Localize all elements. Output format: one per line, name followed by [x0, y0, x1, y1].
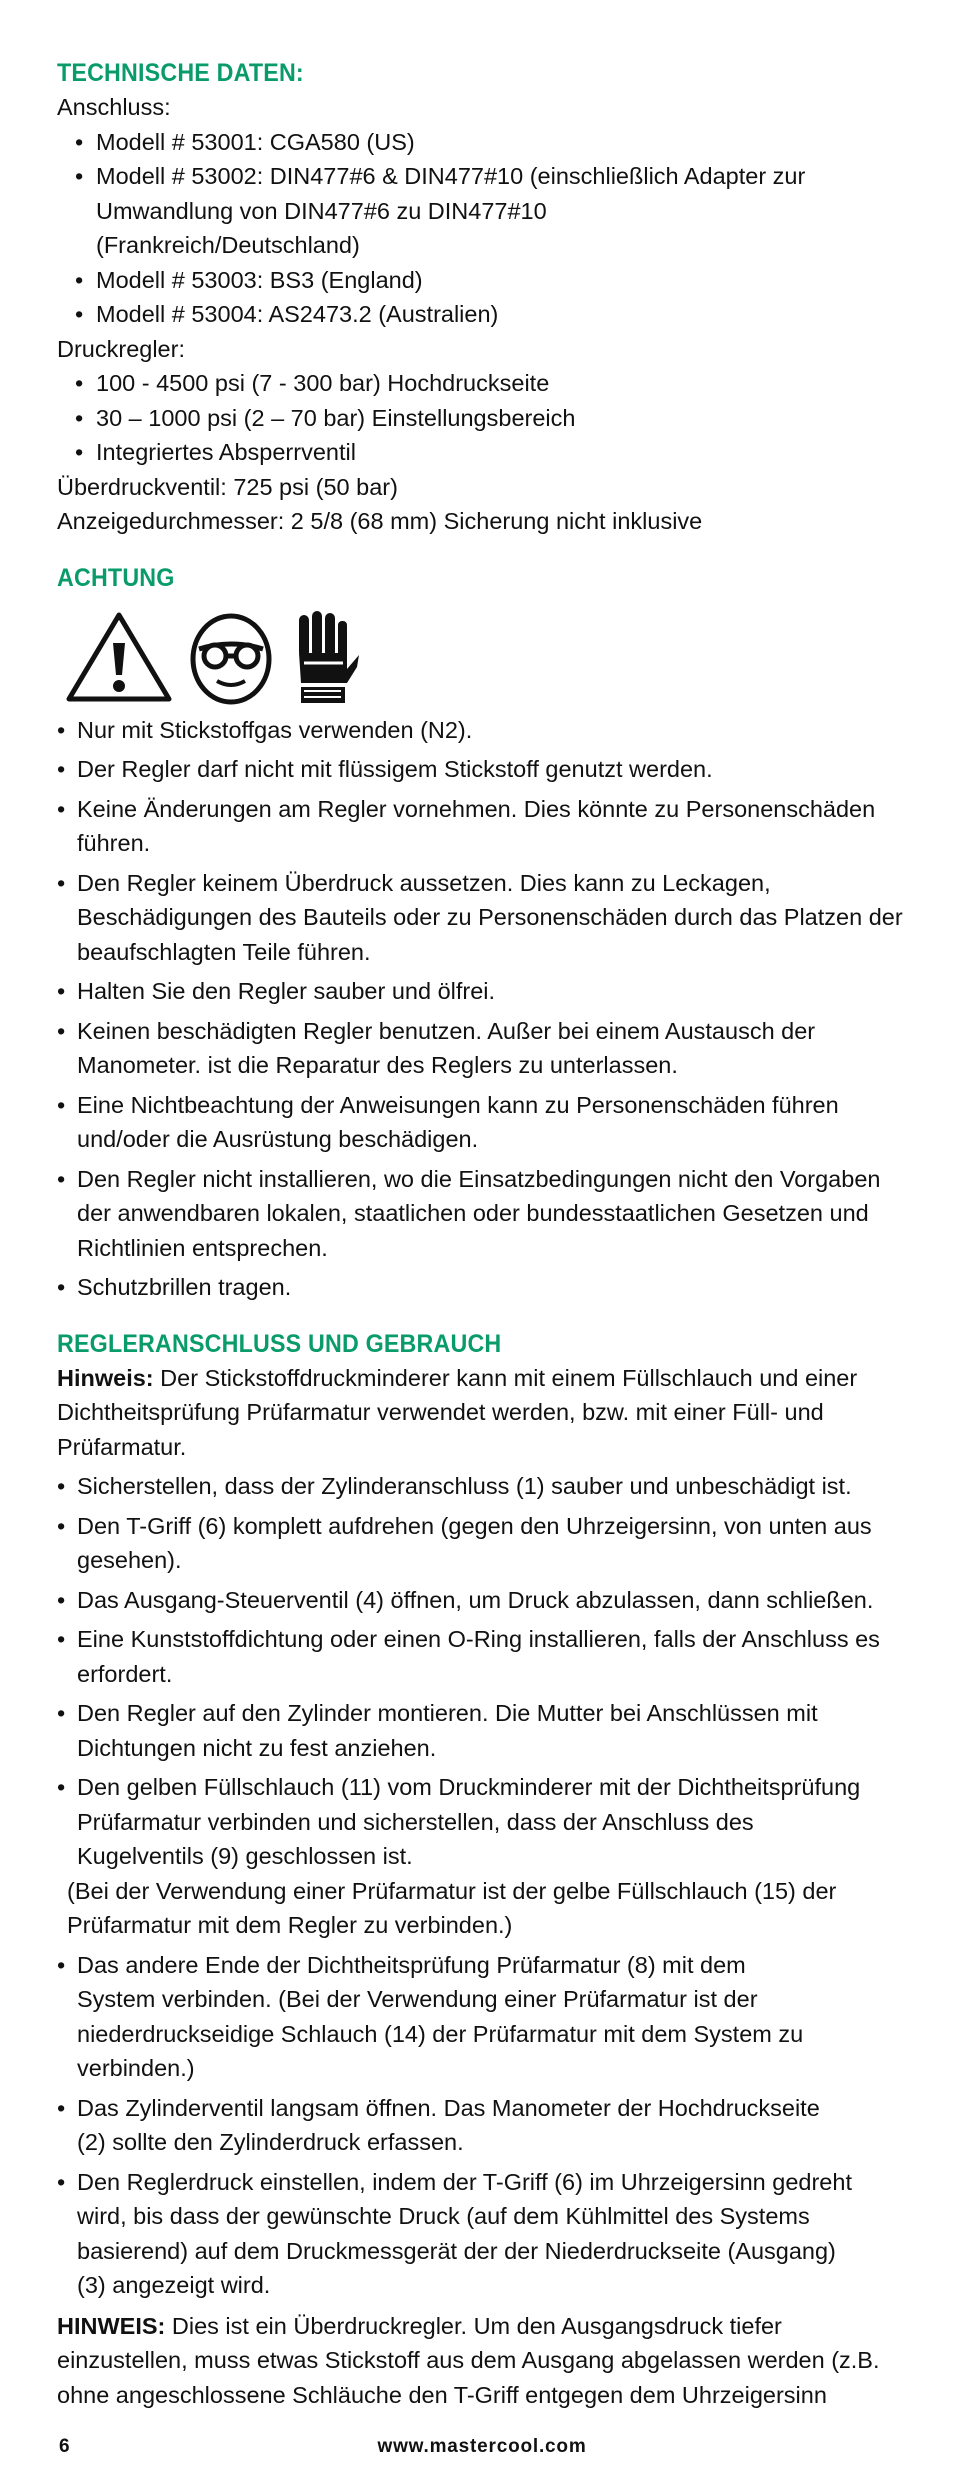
anschluss-item: • Modell # 53003: BS3 (England) — [75, 266, 423, 293]
step-item: • Den gelben Füllschlauch (11) vom Druckminderer mit der Dichtheitsprüfung Prüfarmatur verbinden und sicherstellen, dass der Anschluss des Kugelventils (9) geschlossen ist. — [57, 1774, 861, 1869]
hinweis2-label: HINWEIS: — [57, 2312, 166, 2339]
druckregler-item: • Integriertes Absperrventil — [75, 439, 356, 465]
ueberdruckventil-spec: Überdruckventil: 725 psi (50 bar) — [57, 473, 398, 500]
warning-item: • Halten Sie den Regler sauber und ölfrei. — [57, 978, 496, 1004]
regleranschluss-heading: REGLERANSCHLUSS UND GEBRAUCH — [57, 1329, 502, 1358]
step-item: • Eine Kunststoffdichtung oder einen O-Ring installieren, falls der Anschluss es erfordert. — [57, 1626, 880, 1687]
anschluss-item: • Modell # 53002: DIN477#6 & DIN477#10 (einschließlich Adapter zur Umwandlung von DIN477#6 zu DIN477#10 (Frankreich/Deutschland) — [75, 163, 806, 258]
warning-item: • Keine Änderungen am Regler vornehmen. Dies könnte zu Personenschäden führen. — [57, 795, 876, 856]
tech-data-heading: TECHNISCHE DATEN: — [57, 59, 304, 87]
achtung-heading: ACHTUNG — [57, 563, 175, 592]
protective-glove-icon — [287, 609, 361, 705]
warning-triangle-icon — [63, 609, 175, 705]
step-item: • Den Reglerdruck einstellen, indem der T-Griff (6) im Uhrzeigersinn gedreht wird, bis dass der gewünschte Druck (auf dem Kühlmittel des Systems basierend) auf dem Druckmessgerät der der Niederdruckseite (Ausgang) (3) angezeigt wird. — [57, 2168, 852, 2298]
warning-item: • Keinen beschädigten Regler benutzen. Außer bei einem Austausch der Manometer. ist die Reparatur des Reglers zu unterlassen. — [57, 1017, 816, 1078]
anschluss-label: Anschluss: — [57, 94, 171, 120]
warning-item: • Den Regler keinem Überdruck aussetzen. Dies kann zu Leckagen, Beschädigungen des Bauteils oder zu Personenschäden durch das Platzen der beaufschlagten Teile führen. — [57, 869, 903, 965]
hinweis-paragraph — [57, 1361, 897, 1465]
step-item: • Das andere Ende der Dichtheitsprüfung Prüfarmatur (8) mit dem System verbinden. (Bei der Verwendung einer Prüfarmatur ist der niederdruckseidige Schlauch (14) der Prüfarmatur mit dem System zu verbinden.) — [57, 1951, 804, 2081]
warning-item: • Den Regler nicht installieren, wo die Einsatzbedingungen nicht den Vorgaben der anwendbaren lokalen, staatlichen oder bundesstaatlichen Gesetzen und Richtlinien entsprechen. — [57, 1165, 881, 1261]
step-item: • Den Regler auf den Zylinder montieren. Die Mutter bei Anschlüssen mit Dichtungen nicht zu fest anziehen. — [57, 1700, 818, 1761]
anzeigedurchmesser-spec: Anzeigedurchmesser: 2 5/8 (68 mm) Sicherung nicht inklusive — [57, 508, 703, 534]
step-item: • Das Ausgang-Steuerventil (4) öffnen, um Druck abzulassen, dann schließen. — [57, 1586, 874, 1613]
warning-item: • Schutzbrillen tragen. — [57, 1274, 292, 1300]
anschluss-item: • Modell # 53004: AS2473.2 (Australien) — [75, 301, 499, 327]
manual-page — [57, 56, 907, 2412]
hinweis2-paragraph — [57, 2309, 907, 2413]
safety-goggles-icon — [183, 609, 279, 705]
hinweis-label: Hinweis: — [57, 1364, 154, 1391]
druckregler-item: • 30 – 1000 psi (2 – 70 bar) Einstellungsbereich — [75, 404, 576, 431]
step-note: (Bei der Verwendung einer Prüfarmatur ist der gelbe Füllschlauch (15) der Prüfarmatur mit dem Regler zu verbinden.) — [67, 1877, 837, 1938]
druckregler-list — [57, 366, 907, 470]
druckregler-item: • 100 - 4500 psi (7 - 300 bar) Hochdruckseite — [75, 370, 550, 396]
anschluss-list — [57, 125, 907, 332]
warning-item: • Eine Nichtbeachtung der Anweisungen kann zu Personenschäden führen und/oder die Ausrüstung beschädigen. — [57, 1091, 839, 1152]
website-url: www.mastercool.com — [377, 2436, 587, 2457]
anschluss-item: • Modell # 53001: CGA580 (US) — [75, 128, 415, 155]
regler-steps-list — [57, 1469, 907, 2303]
page-footer — [57, 2436, 907, 2460]
page-number: 6 — [59, 2436, 70, 2457]
safety-icons — [63, 609, 907, 705]
hinweis2-text: Dies ist ein Überdruckregler. Um den Ausgangsdruck tiefer einzustellen, muss etwas Stickstoff aus dem Ausgang abgelassen werden (z.B. ohne angeschlossene Schläuche den T-Griff entgegen dem Uhrzeigersinn — [57, 2312, 880, 2408]
druckregler-label: Druckregler: — [57, 335, 185, 362]
hinweis-text: Der Stickstoffdruckminderer kann mit einem Füllschlauch und einer Dichtheitsprüfung Prüfarmatur verwendet werden, bzw. mit einer Füll- und Prüfarmatur. — [57, 1364, 858, 1460]
achtung-list — [57, 713, 907, 1305]
warning-item: • Der Regler darf nicht mit flüssigem Stickstoff genutzt werden. — [57, 756, 713, 782]
step-item: • Den T-Griff (6) komplett aufdrehen (gegen den Uhrzeigersinn, von unten aus gesehen). — [57, 1512, 872, 1573]
warning-item: • Nur mit Stickstoffgas verwenden (N2). — [57, 716, 473, 743]
step-item: • Das Zylinderventil langsam öffnen. Das Manometer der Hochdruckseite (2) sollte den Zylinderdruck erfassen. — [57, 2094, 820, 2155]
step-item: • Sicherstellen, dass der Zylinderanschluss (1) sauber und unbeschädigt ist. — [57, 1473, 852, 1499]
